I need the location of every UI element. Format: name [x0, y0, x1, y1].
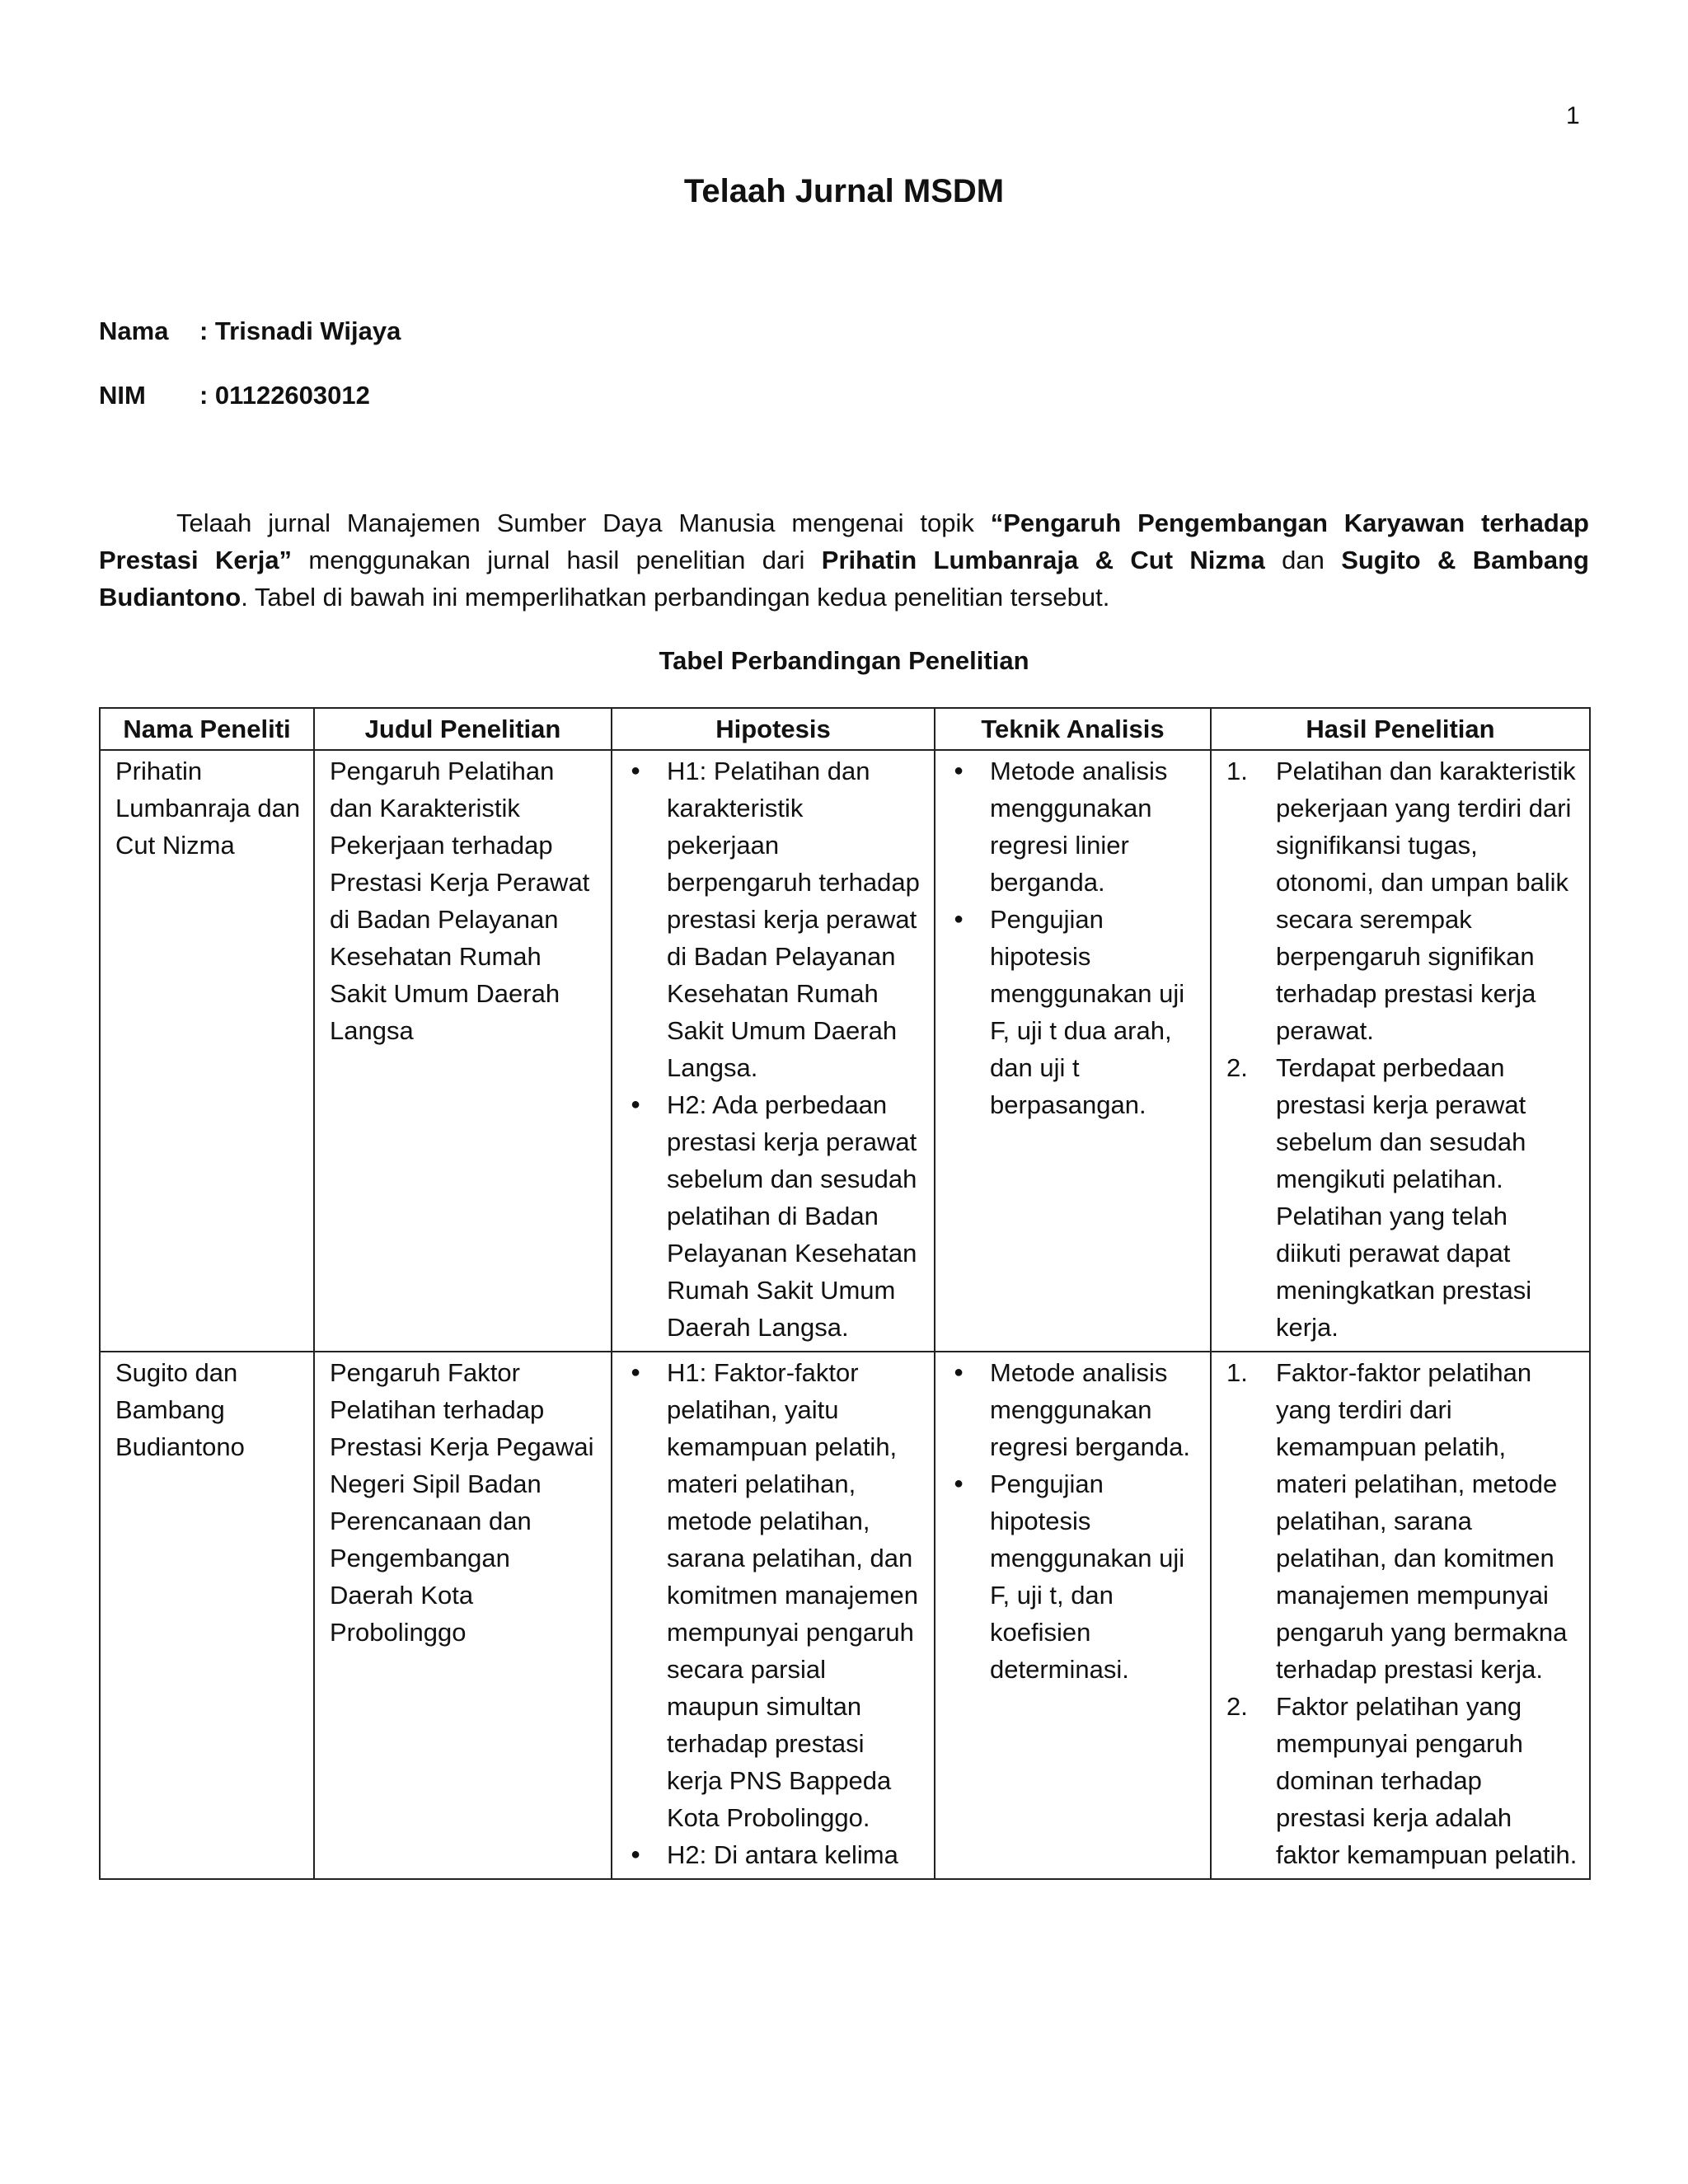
header-technique: Teknik Analisis [935, 708, 1211, 750]
cell-title: Pengaruh Faktor Pelatihan terhadap Prestasi Kerja Pegawai Negeri Sipil Badan Perencanaan dan Pengembangan Daerah Kota Probolinggo [314, 1352, 612, 1879]
cell-result [1211, 1352, 1590, 1879]
page-number: 1 [1566, 102, 1580, 129]
table-row [100, 750, 1590, 1352]
header-hypothesis: Hipotesis [612, 708, 935, 750]
list-number: 1. [1226, 1358, 1248, 1387]
result-list [1226, 752, 1578, 1346]
cell-hypothesis [612, 750, 935, 1352]
list-item: ● Pengujian hipotesis menggunakan uji F, uji t, dan koefisien determinasi. [990, 1465, 1198, 1688]
intro-topic: “Pengaruh Pengembangan Karyawan terhadap Prestasi Kerja” [99, 509, 1589, 574]
name-label: Nama [99, 316, 169, 345]
result-text: Faktor pelatihan yang mempunyai pengaruh dominan terhadap prestasi kerja adalah faktor kemampuan pelatih. [1276, 1692, 1578, 1869]
list-item [1226, 1354, 1578, 1688]
identity-nim [99, 381, 370, 410]
list-item: ● H1: Pelatihan dan karakteristik pekerjaan berpengaruh terhadap prestasi kerja perawat di Badan Pelayanan Kesehatan Rumah Sakit Umum Daerah Langsa. [667, 752, 922, 1086]
table-row [100, 1352, 1590, 1879]
header-title: Judul Penelitian [314, 708, 612, 750]
result-text: Terdapat perbedaan prestasi kerja perawat sebelum dan sesudah mengikuti pelatihan. Pelatihan yang telah diikuti perawat dapat meningkatkan prestasi kerja. [1276, 1053, 1532, 1342]
list-item: ● Pengujian hipotesis menggunakan uji F, uji t dua arah, dan uji t berpasangan. [990, 901, 1198, 1123]
intro-paragraph [99, 504, 1589, 616]
technique-list [950, 752, 1198, 1123]
hypothesis-list [627, 752, 922, 1346]
list-item: ● Metode analisis menggunakan regresi berganda. [990, 1354, 1198, 1465]
list-item [1226, 1688, 1578, 1873]
list-number: 1. [1226, 757, 1248, 785]
list-item [1226, 752, 1578, 1049]
cell-technique [935, 1352, 1211, 1879]
intro-text-4: . Tabel di bawah ini memperlihatkan perbandingan kedua penelitian tersebut. [241, 583, 1110, 612]
nim-value: : 01122603012 [199, 381, 370, 410]
cell-technique [935, 750, 1211, 1352]
intro-text-3: dan [1264, 546, 1342, 574]
list-item: ● H1: Faktor-faktor pelatihan, yaitu kemampuan pelatih, materi pelatihan, metode pelatihan, sarana pelatihan, dan komitmen manajemen mempunyai pengaruh secara parsial maupun simultan terhadap prestasi kerja PNS Bappeda Kota Probolinggo. [667, 1354, 922, 1836]
result-text: Pelatihan dan karakteristik pekerjaan yang terdiri dari signifikansi tugas, otonomi, dan umpan balik secara serempak berpengaruh signifikan terhadap prestasi kerja perawat. [1276, 757, 1576, 1045]
list-item: ● Metode analisis menggunakan regresi linier berganda. [990, 752, 1198, 901]
hypothesis-list [627, 1354, 922, 1873]
list-item: ● H2: Di antara kelima [667, 1836, 922, 1873]
header-researcher: Nama Peneliti [100, 708, 314, 750]
cell-researcher: Prihatin Lumbanraja dan Cut Nizma [100, 750, 314, 1352]
technique-list [950, 1354, 1198, 1688]
intro-text-2: menggunakan jurnal hasil penelitian dari [292, 546, 822, 574]
intro-author-1: Prihatin Lumbanraja & Cut Nizma [821, 546, 1265, 574]
nim-label: NIM [99, 381, 146, 410]
result-text: Faktor-faktor pelatihan yang terdiri dari kemampuan pelatih, materi pelatihan, metode pelatihan, sarana pelatihan, dan komitmen manajemen mempunyai pengaruh yang bermakna terhadap prestasi kerja. [1276, 1358, 1568, 1684]
list-number: 2. [1226, 1692, 1248, 1721]
intro-author-2: Sugito & Bambang Budiantono [99, 546, 1589, 612]
list-item [1226, 1049, 1578, 1346]
cell-researcher: Sugito dan Bambang Budiantono [100, 1352, 314, 1879]
comparison-table [99, 707, 1591, 1880]
cell-hypothesis [612, 1352, 935, 1879]
cell-result [1211, 750, 1590, 1352]
cell-title: Pengaruh Pelatihan dan Karakteristik Pekerjaan terhadap Prestasi Kerja Perawat di Badan Pelayanan Kesehatan Rumah Sakit Umum Daerah Langsa [314, 750, 612, 1352]
table-caption: Tabel Perbandingan Penelitian [659, 646, 1029, 675]
document-title: Telaah Jurnal MSDM [683, 173, 1005, 209]
intro-text-1: Telaah jurnal Manajemen Sumber Daya Manusia mengenai topik [176, 509, 991, 537]
header-result: Hasil Penelitian [1211, 708, 1590, 750]
name-value: : Trisnadi Wijaya [199, 316, 401, 345]
list-number: 2. [1226, 1053, 1248, 1082]
identity-name [99, 316, 401, 346]
list-item: ● H2: Ada perbedaan prestasi kerja perawat sebelum dan sesudah pelatihan di Badan Pelayanan Kesehatan Rumah Sakit Umum Daerah Langsa. [667, 1086, 922, 1346]
result-list [1226, 1354, 1578, 1873]
table-header-row [100, 708, 1590, 750]
